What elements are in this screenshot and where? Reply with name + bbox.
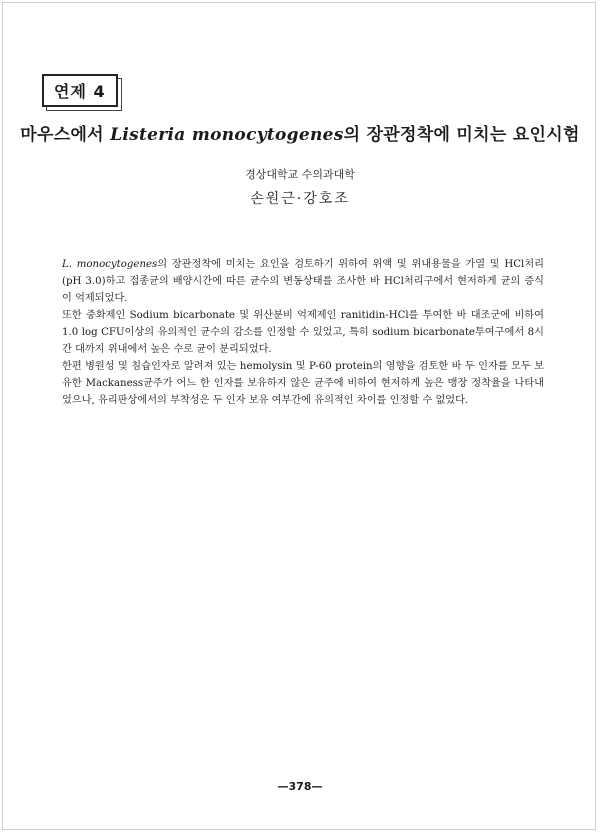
authors: 손원근·강호조: [250, 191, 350, 207]
session-badge-label: 연제 4: [42, 74, 118, 107]
affiliation: 경상대학교 수의과대학: [245, 168, 355, 181]
paper-title: [0, 120, 600, 145]
page-number: —378—: [277, 780, 323, 793]
abstract-paragraph-2: [62, 307, 544, 358]
abstract-text-3: 한편 병원성 및 침습인자로 알려져 있는 hemolysin 및 P-60 protein의 영향을 검토한 바 두 인자를 모두 보유한 Mackaness균주가 어느 한 인자를 보유하지 않은 균주에 비하여 현저하게 높은 맹장 정착율을 나타내었으나, 유리판상에서의 부착성은 두 인자 보유 여부간에 유의적인 차이를 인정할 수 없었다.: [62, 361, 544, 406]
abstract: [62, 256, 544, 409]
title-organism: Listeria monocytogenes: [110, 125, 344, 145]
title-prefix: 마우스에서: [20, 125, 111, 145]
abstract-organism: L. monocytogenes: [62, 259, 158, 270]
abstract-paragraph-3: [62, 358, 544, 409]
abstract-paragraph-1: [62, 256, 544, 307]
abstract-text-1: 의 장관정착에 미치는 요인을 검토하기 위하여 위액 및 위내용물을 가열 및 HCl처리(pH 3.0)하고 접종균의 배양시간에 따른 균수의 변동상태를 조사한 바 HCl처리구에서 현저하게 균의 증식이 억제되었다.: [62, 259, 544, 304]
session-badge: [42, 74, 118, 107]
abstract-text-2: 또한 중화제인 Sodium bicarbonate 및 위산분비 억제제인 ranitidin-HCl를 투여한 바 대조군에 비하여 1.0 log CFU이상의 유의적인 균수의 감소를 인정할 수 있었고, 특히 sodium bicarbonate투여구에서 8시간 대까지 위내에서 높은 수로 균이 분리되었다.: [62, 310, 544, 355]
title-suffix: 의 장관정착에 미치는 요인시험: [343, 125, 580, 145]
